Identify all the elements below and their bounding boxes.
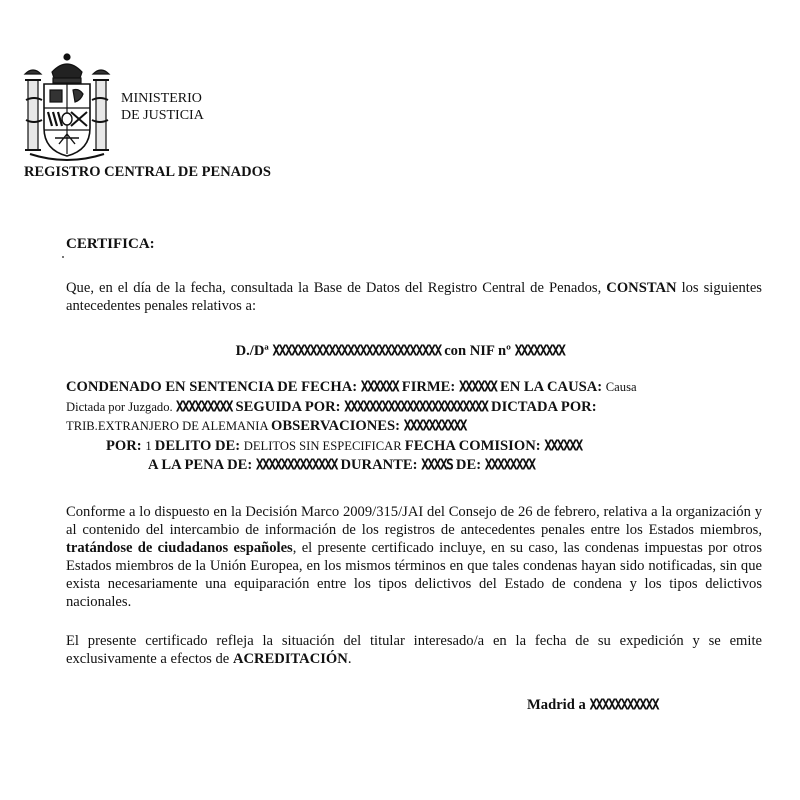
closing-paragraph bbox=[66, 632, 762, 668]
conviction-line-5 bbox=[66, 456, 766, 476]
signature-date-redacted: XXXXXXXXXXX bbox=[589, 696, 658, 715]
conviction-line-1 bbox=[66, 378, 766, 398]
decision-text-1: Conforme a lo dispuesto en la Decisión Marco 2009/315/JAI del Consejo de 26 de febrero, relativa a la organización y al contenido del intercambio de información de los registros de antecedentes penales entre los Estados miembros, bbox=[66, 504, 762, 538]
coat-of-arms-icon bbox=[22, 50, 112, 165]
ministry-name bbox=[121, 90, 204, 124]
sentence-date-redacted: XXXXXX bbox=[360, 378, 399, 397]
pena-label: A LA PENA DE: bbox=[148, 457, 256, 473]
case-redacted: XXXXXXXXX bbox=[175, 398, 232, 416]
tribunal-text: TRIB.EXTRANJERO DE ALEMANIA bbox=[66, 419, 271, 433]
de-redacted: XXXXXXXX bbox=[484, 456, 535, 475]
observaciones-label: OBSERVACIONES: bbox=[271, 418, 404, 434]
stray-dot bbox=[62, 256, 64, 258]
certifica-heading: CERTIFICA: bbox=[66, 236, 155, 252]
durante-label: DURANTE: bbox=[336, 457, 422, 473]
person-name-redacted: XXXXXXXXXXXXXXXXXXXXXXXXXXX bbox=[272, 342, 441, 361]
conviction-line-4 bbox=[66, 437, 766, 457]
conviction-line-2 bbox=[66, 398, 766, 418]
sentence-date-label: CONDENADO EN SENTENCIA DE FECHA: bbox=[66, 379, 361, 395]
signature-place: Madrid a bbox=[527, 697, 590, 713]
nif-redacted: XXXXXXXX bbox=[514, 342, 565, 361]
intro-text-before: Que, en el día de la fecha, consultada la Base de Datos del Registro Central de Penados, bbox=[66, 280, 607, 296]
seguida-redacted: XXXXXXXXXXXXXXXXXXXXXXX bbox=[344, 398, 488, 416]
causa-label: EN LA CAUSA: bbox=[496, 379, 606, 395]
fecha-comision-label: FECHA COMISION: bbox=[404, 437, 545, 454]
causa-value: Causa bbox=[605, 380, 637, 394]
decision-paragraph bbox=[66, 503, 762, 611]
conviction-line-3 bbox=[66, 417, 766, 437]
intro-bold: CONSTAN bbox=[606, 280, 677, 296]
fecha-comision-redacted: XXXXXX bbox=[544, 437, 582, 455]
intro-paragraph bbox=[66, 279, 762, 315]
durante-redacted: XXXXS bbox=[421, 456, 453, 475]
court-text: Dictada por Juzgado. bbox=[66, 399, 176, 414]
closing-text: El presente certificado refleja la situación del titular interesado/a en la fecha de su expedición y se emite exclusivamente a efectos de bbox=[66, 633, 762, 667]
nif-label: con NIF nº bbox=[440, 343, 515, 359]
delito-value: DELITOS SIN ESPECIFICAR bbox=[243, 438, 405, 453]
decision-text-2: , el presente certificado incluye, en su caso, las condenas impuestas por otros Estados miembros de la Unión Europea, en los mismos términos en que tales condenas hayan sido notificadas, sin que exista necesariamente una equiparación entre los tipos delictivos del Estado de condena y los tipos delictivos nacionales. bbox=[66, 540, 763, 610]
signature-line bbox=[527, 697, 658, 714]
firme-label: FIRME: bbox=[398, 379, 459, 395]
conviction-block bbox=[66, 378, 766, 476]
registry-title: REGISTRO CENTRAL DE PENADOS bbox=[24, 164, 271, 180]
ministry-line-1: MINISTERIO bbox=[121, 91, 202, 106]
observaciones-redacted: XXXXXXXXXX bbox=[403, 417, 466, 436]
person-prefix: D./Dª bbox=[235, 343, 273, 359]
closing-end: . bbox=[347, 651, 352, 667]
person-line bbox=[0, 343, 800, 360]
de-label: DE: bbox=[452, 457, 485, 473]
delito-label: DELITO DE: bbox=[154, 437, 244, 454]
closing-bold: ACREDITACIÓN bbox=[232, 651, 348, 667]
intro-text-after: los siguientes antecedentes penales relativos a: bbox=[66, 280, 762, 314]
firme-redacted: XXXXXX bbox=[458, 378, 497, 397]
dictada-label: DICTADA POR: bbox=[487, 398, 597, 415]
pena-redacted: XXXXXXXXXXXXX bbox=[255, 456, 337, 475]
por-label: POR: bbox=[106, 437, 146, 454]
decision-bold: tratándose de ciudadanos españoles bbox=[66, 540, 293, 556]
seguida-label: SEGUIDA POR: bbox=[231, 398, 345, 415]
ministry-line-2: DE JUSTICIA bbox=[121, 108, 204, 123]
count-value: 1 bbox=[145, 438, 155, 453]
